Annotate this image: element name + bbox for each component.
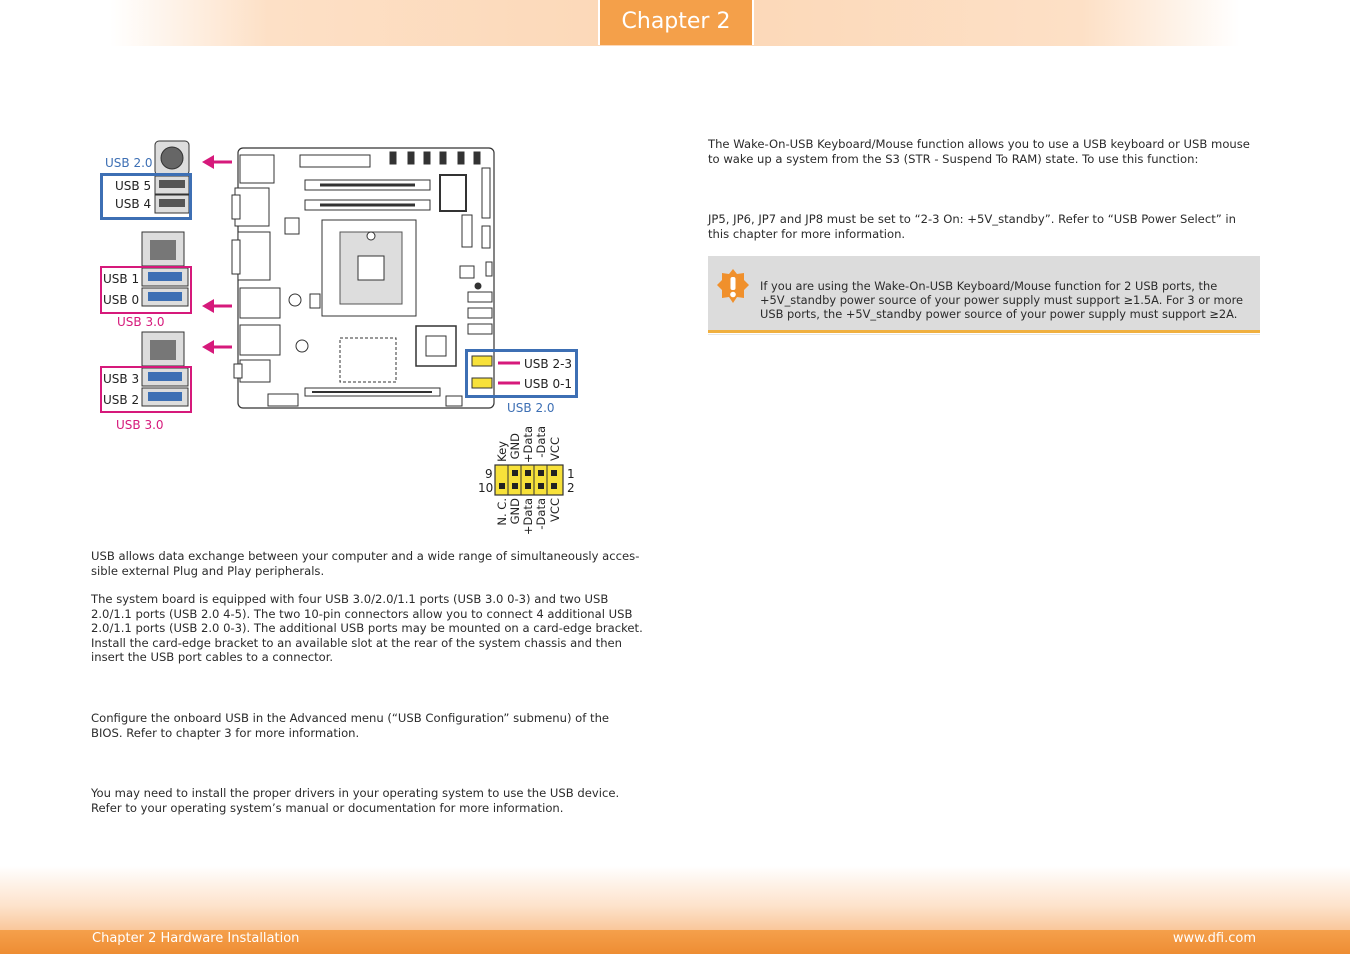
usb-2-0-rear-label: USB 2.0 <box>105 156 153 170</box>
usb-header-pinout <box>494 464 564 496</box>
footer-website-link[interactable]: www.dfi.com <box>1172 931 1256 946</box>
pin-top-1: Key <box>495 441 509 462</box>
usb-2-0-header-label: USB 2.0 <box>507 401 555 415</box>
warning-icon <box>716 268 750 304</box>
pin-bottom-5: VCC <box>548 498 562 522</box>
pin-bottom-1: N. C. <box>495 498 509 526</box>
pin-top-3: +Data <box>521 426 535 464</box>
jumper-setting-paragraph: JP5, JP6, JP7 and JP8 must be set to “2-3 On: +5V_standby”. Refer to “USB Power Select” in this chapter for more information. <box>708 212 1236 241</box>
usb-0-label: USB 0 <box>103 293 140 307</box>
pin-number-9: 9 <box>485 467 493 481</box>
pin-top-5: VCC <box>548 437 562 461</box>
pin-bottom-3: +Data <box>521 498 535 536</box>
driver-installation-paragraph: You may need to install the proper drivers in your operating system to use the USB device. Refer to your operating system’s manual or documentation for more information. <box>91 786 620 815</box>
wake-on-usb-paragraph: The Wake-On-USB Keyboard/Mouse function allows you to use a USB keyboard or USB mouse to wake up a system from the S3 (STR - Suspend To RAM) state. To use this function: <box>708 137 1250 166</box>
pin-top-2: GND <box>508 433 522 460</box>
pin-number-2: 2 <box>567 481 575 495</box>
usb-2-label: USB 2 <box>103 393 140 407</box>
pin-top-4: -Data <box>534 426 548 458</box>
usb-0-1-header-label: USB 0-1 <box>524 377 573 391</box>
chapter-tab: Chapter 2 <box>598 0 754 45</box>
usb-ports-paragraph: The system board is equipped with four USB 3.0/2.0/1.1 ports (USB 3.0 0-3) and two USB 2.0/1.1 ports (USB 2.0 4-5). The two 10-pin connectors allow you to connect 4 additional USB 2.0/1.1 ports (USB 2.0 0-3). The additional USB ports may be mounted on a card-edge bracket. Install the card-edge bracket to an available slot at the rear of the system chassis and then insert the USB port cables to a connector. <box>91 592 643 664</box>
pin-bottom-2: GND <box>508 498 522 525</box>
pin-number-1: 1 <box>567 467 575 481</box>
usb-3-0-lower-label: USB 3.0 <box>116 418 164 432</box>
bios-settings-paragraph: Configure the onboard USB in the Advanced menu (“USB Configuration” submenu) of the BIOS. Refer to chapter 3 for more information. <box>91 711 610 740</box>
pin-number-10: 10 <box>478 481 494 495</box>
footer-band <box>0 866 1350 932</box>
usb-2-3-header-label: USB 2-3 <box>524 357 573 371</box>
usb-3-0-upper-label: USB 3.0 <box>117 315 165 329</box>
usb-1-label: USB 1 <box>103 272 140 286</box>
usb-4-label: USB 4 <box>115 197 152 211</box>
usb-5-label: USB 5 <box>115 179 152 193</box>
important-note-text: If you are using the Wake-On-USB Keyboard/Mouse function for 2 USB ports, the +5V_standby power source of your power supply must support ≥1.5A. For 3 or more USB ports, the +5V_standby power source of your power supply must support ≥2A. <box>760 279 1244 321</box>
important-note-box <box>708 256 1260 333</box>
usb-3-label: USB 3 <box>103 372 140 386</box>
note-divider <box>708 334 1260 335</box>
footer-chapter-title: Chapter 2 Hardware Installation <box>92 931 300 946</box>
pin-bottom-4: -Data <box>534 498 548 530</box>
usb-intro-paragraph: USB allows data exchange between your computer and a wide range of simultaneously acces-sible external Plug and Play peripherals. <box>91 549 640 578</box>
